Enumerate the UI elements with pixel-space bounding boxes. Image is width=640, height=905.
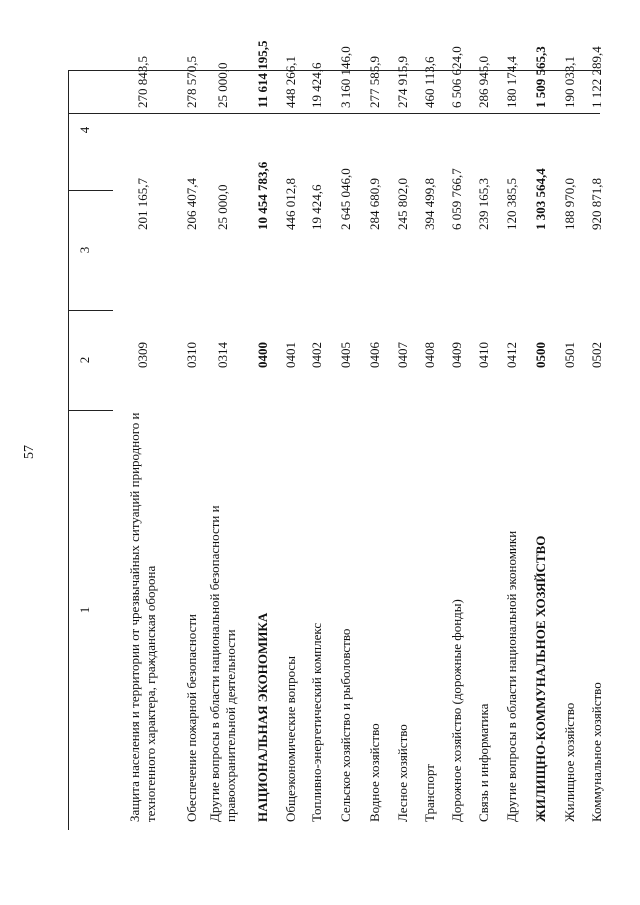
row-label: Транспорт (422, 764, 437, 822)
row-label: НАЦИОНАЛЬНАЯ ЭКОНОМИКА (255, 612, 270, 822)
row-value-col4: 278 570,5 (184, 56, 199, 108)
row-code: 0314 (215, 342, 230, 368)
row-value-col3: 239 165,3 (476, 178, 491, 230)
row-value-col3: 920 871,8 (589, 178, 604, 230)
row-code: 0501 (562, 342, 577, 368)
row-value-col3: 2 645 046,0 (338, 168, 353, 230)
row-value-col4: 19 424,6 (309, 62, 324, 108)
row-code: 0406 (367, 342, 382, 368)
row-value-col3: 284 680,9 (367, 178, 382, 230)
row-label: правоохранительной деятельности (223, 629, 238, 822)
row-label: Дорожное хозяйство (дорожные фонды) (449, 599, 464, 822)
row-code: 0408 (422, 342, 437, 368)
row-value-col3: 201 165,7 (135, 178, 150, 230)
row-code: 0310 (184, 342, 199, 368)
row-label: Обеспечение пожарной безопасности (184, 613, 199, 822)
row-value-col4: 270 843,5 (135, 56, 150, 108)
row-value-col3: 188 970,0 (562, 178, 577, 230)
row-value-col4: 286 945,0 (476, 56, 491, 108)
row-label: техногенного характера, гражданская оборона (143, 565, 158, 822)
row-code: 0407 (395, 342, 410, 368)
row-label: Связь и информатика (476, 703, 491, 822)
row-label: Водное хозяйство (367, 723, 382, 822)
row-value-col4: 460 113,6 (422, 56, 437, 108)
row-label: Другие вопросы в области национальной экономики (504, 530, 519, 822)
col-separator-1-2 (68, 410, 113, 411)
row-value-col3: 1 303 564,4 (533, 168, 548, 230)
row-label: Защита населения и территории от чрезвычайных ситуаций природного и (127, 412, 142, 822)
page-number: 57 (22, 445, 37, 459)
row-value-col4: 3 160 146,0 (338, 46, 353, 108)
row-code: 0502 (589, 342, 604, 368)
row-value-col3: 206 407,4 (184, 178, 199, 230)
header-col-3: 3 (77, 246, 92, 254)
row-value-col4: 274 915,9 (395, 56, 410, 108)
row-value-col4: 1 509 565,3 (533, 46, 548, 108)
row-value-col4: 11 614 195,5 (255, 40, 270, 108)
col-separator-2-3 (68, 310, 113, 311)
row-value-col3: 25 000,0 (215, 184, 230, 230)
row-value-col3: 120 385,5 (504, 178, 519, 230)
row-value-col4: 180 174,4 (504, 56, 519, 108)
row-value-col3: 19 424,6 (309, 184, 324, 230)
row-value-col4: 1 122 289,4 (589, 46, 604, 108)
row-value-col4: 25 000,0 (215, 62, 230, 108)
col-separator-3-4 (68, 190, 113, 191)
row-label: Общеэкономические вопросы (283, 656, 298, 822)
row-label: Топливно-энергетический комплекс (309, 622, 324, 822)
row-label: Другие вопросы в области национальной безопасности и (207, 505, 222, 822)
row-label: Жилищное хозяйство (562, 702, 577, 822)
row-value-col3: 245 802,0 (395, 178, 410, 230)
row-value-col3: 10 454 783,6 (255, 161, 270, 230)
row-code: 0409 (449, 342, 464, 368)
header-col-1: 1 (77, 606, 92, 614)
row-label: Коммунальное хозяйство (589, 682, 604, 822)
row-label: Лесное хозяйство (395, 724, 410, 822)
header-col-2: 2 (77, 356, 92, 364)
row-code: 0412 (504, 342, 519, 368)
row-code: 0500 (533, 342, 548, 368)
header-separator (68, 113, 600, 114)
header-col-4: 4 (77, 126, 92, 134)
row-label: Сельское хозяйство и рыболовство (338, 628, 353, 822)
row-value-col3: 446 012,8 (283, 178, 298, 230)
row-code: 0405 (338, 342, 353, 368)
row-value-col3: 6 059 766,7 (449, 168, 464, 230)
row-code: 0401 (283, 342, 298, 368)
row-value-col4: 6 506 624,0 (449, 46, 464, 108)
row-value-col3: 394 499,8 (422, 178, 437, 230)
row-value-col4: 277 585,9 (367, 56, 382, 108)
row-value-col4: 190 033,1 (562, 56, 577, 108)
table-left-border (68, 70, 69, 830)
row-code: 0410 (476, 342, 491, 368)
row-label: ЖИЛИЩНО-КОММУНАЛЬНОЕ ХОЗЯЙСТВО (533, 535, 548, 822)
row-value-col4: 448 266,1 (283, 56, 298, 108)
row-code: 0402 (309, 342, 324, 368)
row-code: 0309 (135, 342, 150, 368)
row-code: 0400 (255, 342, 270, 368)
